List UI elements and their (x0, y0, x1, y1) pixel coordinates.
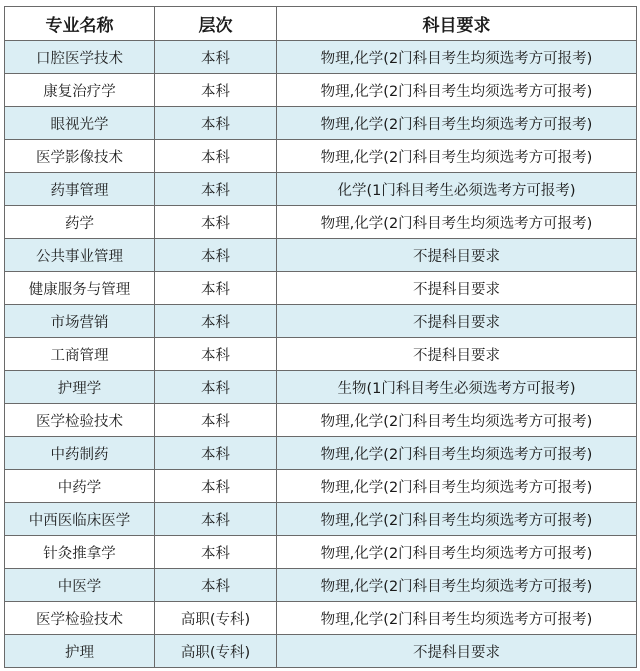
subject-requirement-cell: 物理,化学(2门科目考生均须选考方可报考) (277, 74, 637, 107)
table-row (5, 74, 637, 107)
major-name-cell: 中药制药 (5, 437, 155, 470)
level-cell: 本科 (155, 437, 277, 470)
header-level: 层次 (155, 7, 277, 41)
level-cell: 本科 (155, 173, 277, 206)
subject-requirement-cell: 物理,化学(2门科目考生均须选考方可报考) (277, 503, 637, 536)
level-cell: 本科 (155, 74, 277, 107)
header-row (5, 7, 637, 41)
subject-requirement-cell: 不提科目要求 (277, 338, 637, 371)
subject-requirement-cell: 物理,化学(2门科目考生均须选考方可报考) (277, 569, 637, 602)
table-row (5, 470, 637, 503)
major-name-cell: 医学检验技术 (5, 404, 155, 437)
table-row (5, 569, 637, 602)
major-name-cell: 中药学 (5, 470, 155, 503)
table-row (5, 404, 637, 437)
table-row (5, 173, 637, 206)
table-row (5, 239, 637, 272)
major-name-cell: 公共事业管理 (5, 239, 155, 272)
table-row (5, 140, 637, 173)
subject-requirements-table (4, 6, 637, 668)
level-cell: 本科 (155, 569, 277, 602)
table-row (5, 107, 637, 140)
subject-requirement-cell: 物理,化学(2门科目考生均须选考方可报考) (277, 437, 637, 470)
table-row (5, 503, 637, 536)
table-row (5, 305, 637, 338)
subject-requirement-cell: 物理,化学(2门科目考生均须选考方可报考) (277, 602, 637, 635)
major-name-cell: 健康服务与管理 (5, 272, 155, 305)
level-cell: 本科 (155, 503, 277, 536)
major-name-cell: 护理学 (5, 371, 155, 404)
major-name-cell: 康复治疗学 (5, 74, 155, 107)
major-name-cell: 中西医临床医学 (5, 503, 155, 536)
header-major-name: 专业名称 (5, 7, 155, 41)
major-name-cell: 药学 (5, 206, 155, 239)
table-body (5, 41, 637, 668)
table-row (5, 602, 637, 635)
level-cell: 本科 (155, 107, 277, 140)
subject-requirement-cell: 物理,化学(2门科目考生均须选考方可报考) (277, 470, 637, 503)
major-name-cell: 医学检验技术 (5, 602, 155, 635)
table-row (5, 272, 637, 305)
subject-requirement-cell: 化学(1门科目考生必须选考方可报考) (277, 173, 637, 206)
level-cell: 本科 (155, 371, 277, 404)
level-cell: 本科 (155, 305, 277, 338)
level-cell: 本科 (155, 272, 277, 305)
level-cell: 本科 (155, 536, 277, 569)
major-name-cell: 医学影像技术 (5, 140, 155, 173)
major-name-cell: 市场营销 (5, 305, 155, 338)
level-cell: 高职(专科) (155, 602, 277, 635)
subject-requirement-cell: 物理,化学(2门科目考生均须选考方可报考) (277, 41, 637, 74)
header-subject-requirement: 科目要求 (277, 7, 637, 41)
level-cell: 本科 (155, 140, 277, 173)
level-cell: 本科 (155, 206, 277, 239)
table-row (5, 635, 637, 668)
subject-requirement-cell: 物理,化学(2门科目考生均须选考方可报考) (277, 107, 637, 140)
level-cell: 高职(专科) (155, 635, 277, 668)
level-cell: 本科 (155, 470, 277, 503)
major-name-cell: 工商管理 (5, 338, 155, 371)
subject-requirement-cell: 物理,化学(2门科目考生均须选考方可报考) (277, 404, 637, 437)
table-row (5, 371, 637, 404)
subject-requirement-cell: 不提科目要求 (277, 272, 637, 305)
table-row (5, 41, 637, 74)
subject-requirement-cell: 物理,化学(2门科目考生均须选考方可报考) (277, 536, 637, 569)
subject-requirement-cell: 不提科目要求 (277, 305, 637, 338)
table-row (5, 536, 637, 569)
subject-requirement-cell: 不提科目要求 (277, 635, 637, 668)
level-cell: 本科 (155, 338, 277, 371)
level-cell: 本科 (155, 41, 277, 74)
major-name-cell: 口腔医学技术 (5, 41, 155, 74)
major-name-cell: 药事管理 (5, 173, 155, 206)
table-row (5, 338, 637, 371)
level-cell: 本科 (155, 239, 277, 272)
major-name-cell: 中医学 (5, 569, 155, 602)
subject-requirement-cell: 物理,化学(2门科目考生均须选考方可报考) (277, 206, 637, 239)
level-cell: 本科 (155, 404, 277, 437)
major-name-cell: 护理 (5, 635, 155, 668)
requirements-table-container (4, 6, 637, 668)
table-row (5, 206, 637, 239)
table-row (5, 437, 637, 470)
subject-requirement-cell: 生物(1门科目考生必须选考方可报考) (277, 371, 637, 404)
subject-requirement-cell: 物理,化学(2门科目考生均须选考方可报考) (277, 140, 637, 173)
major-name-cell: 针灸推拿学 (5, 536, 155, 569)
major-name-cell: 眼视光学 (5, 107, 155, 140)
subject-requirement-cell: 不提科目要求 (277, 239, 637, 272)
